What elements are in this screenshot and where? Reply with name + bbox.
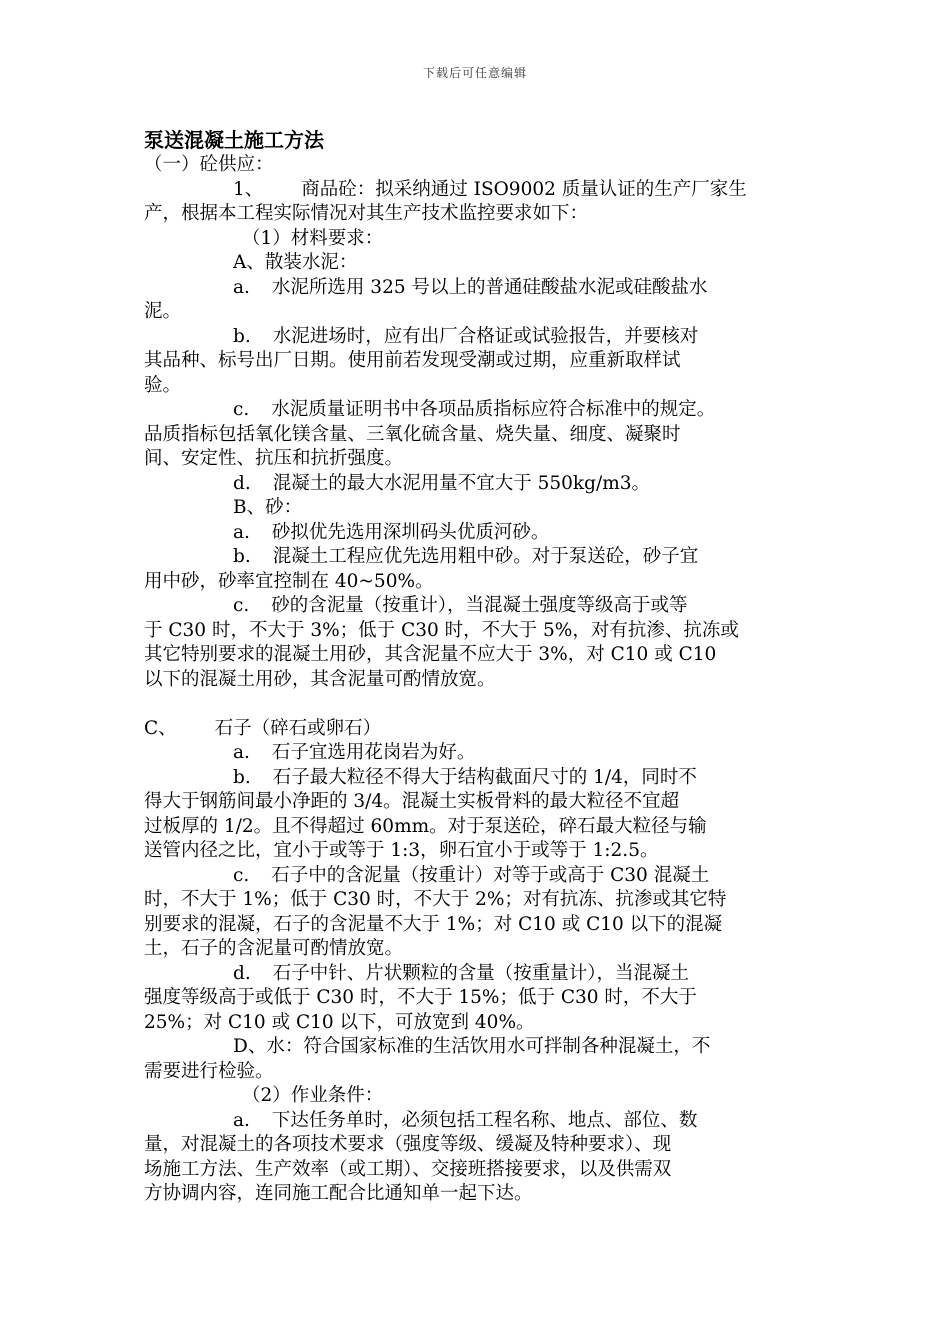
paragraph-line (144, 472, 809, 497)
list-marker: 1、 (233, 178, 264, 200)
line-text: 石子宜选用花岗岩为好。 (271, 742, 476, 763)
line-text: 石子中的含泥量（按重计）对等于或高于 C30 混凝土 (271, 864, 710, 886)
paragraph-line: 土，石子的含泥量可酌情放宽。 (144, 938, 404, 959)
paragraph-line (144, 1109, 809, 1134)
paragraph-line (144, 325, 809, 350)
list-marker: a. (233, 521, 250, 543)
list-marker: b. (233, 766, 251, 788)
paragraph-line (144, 276, 809, 301)
line-text: 水泥所选用 325 号以上的普通硅酸盐水泥或硅酸盐水 (271, 276, 708, 298)
line-text: 水泥进场时，应有出厂合格证或试验报告，并要核对 (272, 325, 699, 347)
paragraph-line: 场施工方法、生产效率（或工期）、交接班搭接要求，以及供需双 (144, 1158, 672, 1180)
paragraph-line (144, 766, 809, 791)
paragraph-line: 需要进行检验。 (144, 1060, 274, 1082)
list-marker: a. (233, 742, 250, 763)
document-body (144, 127, 809, 1207)
section-heading: （一）砼供应： (144, 154, 274, 175)
subsection-heading: （1）材料要求： (242, 227, 384, 249)
list-marker: c. (233, 595, 250, 616)
paragraph-line: 25%；对 C10 或 C10 以下，可放宽到 40%。 (144, 1011, 535, 1033)
paragraph-line: D、水：符合国家标准的生活饮用水可拌制各种混凝土，不 (233, 1036, 711, 1057)
paragraph-line: 别要求的混凝，石子的含泥量不大于 1%；对 C10 或 C10 以下的混凝 (144, 913, 723, 935)
paragraph-line (144, 178, 809, 203)
list-marker: a. (233, 276, 250, 298)
line-text: 商品砼：拟采纳通过 ISO9002 质量认证的生产厂家生 (301, 178, 747, 200)
paragraph-line: 泥。 (144, 301, 182, 322)
paragraph-line: 其它特别要求的混凝土用砂，其含泥量不应大于 3%，对 C10 或 C10 (144, 644, 717, 665)
paragraph-line (144, 962, 809, 987)
line-text: 石子最大粒径不得大于结构截面尺寸的 1/4，同时不 (272, 766, 697, 788)
paragraph-line: 品质指标包括氧化镁含量、三氧化硫含量、烧失量、细度、凝聚时 (144, 423, 681, 445)
line-text: 砂拟优先选用深圳码头优质河砂。 (271, 521, 550, 543)
list-marker: b. (233, 325, 251, 347)
line-text: 砂的含泥量（按重计），当混凝土强度等级高于或等 (271, 595, 688, 616)
list-marker: c. (233, 864, 250, 886)
list-marker: C、 (144, 717, 177, 739)
line-text: 石子（碎石或卵石） (214, 717, 382, 739)
paragraph-line (144, 398, 809, 423)
page-header: 下载后可任意编辑 (422, 66, 527, 80)
list-marker: a. (233, 1109, 250, 1131)
line-text: 下达任务单时，必须包括工程名称、地点、部位、数 (271, 1109, 698, 1131)
list-marker: d. (233, 472, 251, 494)
document-title: 泵送混凝土施工方法 (144, 128, 324, 152)
paragraph-line: 以下的混凝土用砂，其含泥量可酌情放宽。 (144, 668, 496, 690)
paragraph-line (144, 521, 809, 546)
paragraph-line: 得大于钢筋间最小净距的 3/4。混凝土实板骨料的最大粒径不宜超 (144, 791, 680, 812)
paragraph-line: 强度等级高于或低于 C30 时，不大于 15%；低于 C30 时，不大于 (144, 987, 697, 1008)
subsection-heading: （2）作业条件： (242, 1085, 384, 1106)
paragraph-line: 用中砂，砂率宜控制在 40~50%。 (144, 570, 434, 592)
paragraph-line: 其品种、标号出厂日期。使用前若发现受潮或过期，应重新取样试 (144, 350, 681, 371)
paragraph-line: 验。 (144, 374, 182, 396)
subsection-heading: B、砂： (233, 497, 303, 518)
line-text: 水泥质量证明书中各项品质指标应符合标准中的规定。 (271, 399, 716, 420)
paragraph-line: 送管内径之比，宜小于或等于 1:3，卵石宜小于或等于 1:2.5。 (144, 840, 659, 861)
line-text: 石子中针、片状颗粒的含量（按重量计），当混凝土 (272, 962, 689, 984)
paragraph-line (144, 594, 809, 619)
blank-line (144, 692, 809, 717)
line-text: 混凝土工程应优先选用粗中砂。对于泵送砼，砂子宜 (272, 546, 699, 567)
list-marker: c. (233, 399, 250, 420)
list-marker: b. (233, 546, 251, 567)
paragraph-line (144, 545, 809, 570)
paragraph-line: 方协调内容，连同施工配合比通知单一起下达。 (144, 1183, 533, 1204)
paragraph-line: 过板厚的 1/2。且不得超过 60mm。对于泵送砼，碎石最大粒径与输 (144, 815, 707, 837)
line-text: 混凝土的最大水泥用量不宜大于 550kg/m3。 (272, 472, 651, 494)
subsection-heading: A、散装水泥： (233, 252, 358, 273)
paragraph-line: 间、安定性、抗压和抗折强度。 (144, 448, 404, 469)
paragraph-line: 于 C30 时，不大于 3%；低于 C30 时，不大于 5%，对有抗渗、抗冻或 (144, 619, 739, 641)
paragraph-line (144, 864, 809, 889)
paragraph-line: 产，根据本工程实际情况对其生产技术监控要求如下： (144, 203, 589, 224)
list-marker: d. (233, 962, 251, 984)
subsection-heading (144, 717, 809, 742)
paragraph-line (144, 741, 809, 766)
paragraph-line: 量，对混凝土的各项技术要求（强度等级、缓凝及特种要求）、现 (144, 1134, 672, 1155)
paragraph-line: 时，不大于 1%；低于 C30 时，不大于 2%；对有抗冻、抗渗或其它特 (144, 889, 727, 910)
